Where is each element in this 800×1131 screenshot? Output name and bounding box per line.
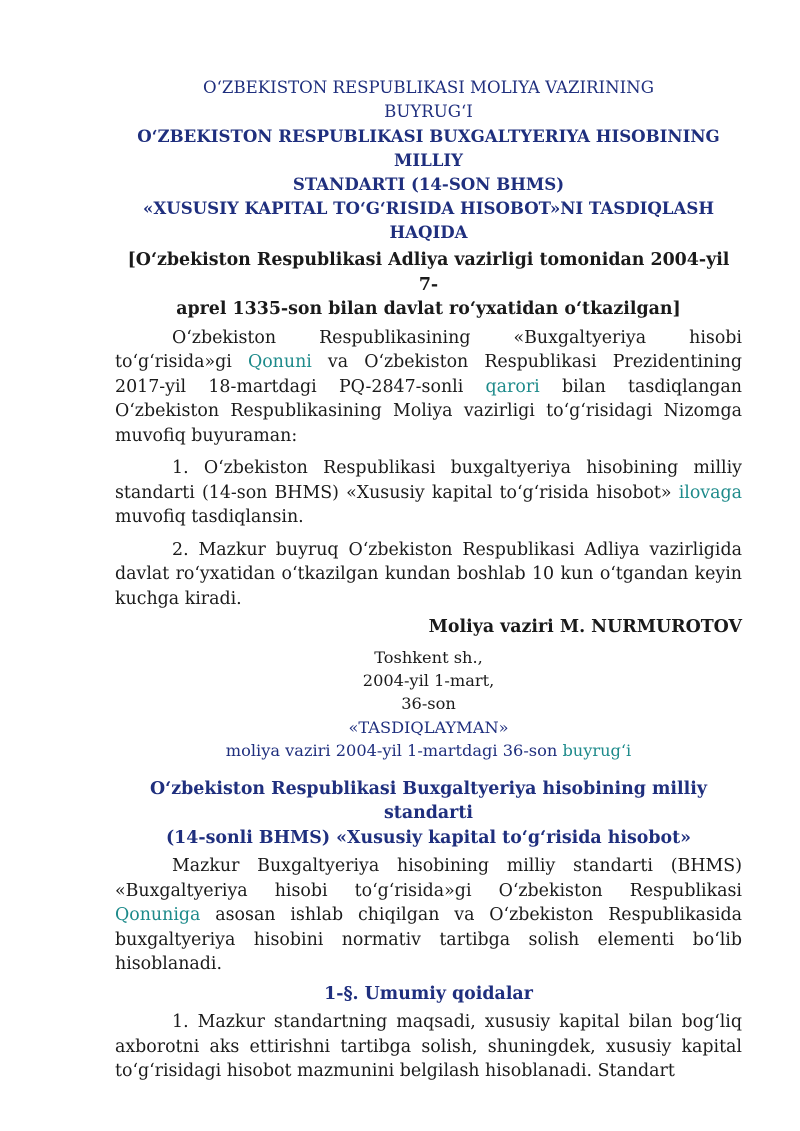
section-heading: 1-§. Umumiy qoidalar bbox=[324, 983, 533, 1004]
section-paragraph-1: 1. Mazkur standartning maqsadi, xususiy kapital bilan bog‘liq axborotni aks ettirishni tartibga solish, shuningdek, xususiy kapital to‘g‘risidagi hisobot mazmunini belgilash hisoblanadi. Standart bbox=[115, 1012, 742, 1082]
law-link[interactable]: Qonuni bbox=[247, 352, 312, 372]
appendix-link[interactable]: ilovaga bbox=[678, 482, 742, 503]
order-header-line1: O‘ZBEKISTON RESPUBLIKASI MOLIYA VAZIRINING bbox=[203, 78, 654, 97]
standard-title-line2: (14-sonli BHMS) «Xususiy kapital to‘g‘risida hisobot» bbox=[165, 827, 692, 848]
order-item-1: 1. O‘zbekiston Respublikasi buxgaltyeriya hisobining milliy standarti (14-son BHMS) «Xususiy kapital to‘g‘risida hisobot» ilovaga muvofiq tasdiqlansin. bbox=[115, 458, 742, 527]
standard-title-line1: O‘zbekiston Respublikasi Buxgaltyeriya hisobining milliy standarti bbox=[150, 778, 707, 824]
minister-signature: Moliya vaziri M. NURMUROTOV bbox=[428, 617, 742, 637]
decree-link[interactable]: qarori bbox=[485, 376, 540, 397]
preamble-paragraph: O‘zbekiston Respublikasining «Buxgaltyeriya hisobi to‘g‘risida»gi Qonuni va O‘zbekiston Respublikasi Prezidentining 2017-yil 18-martdagi PQ-2847-sonli qarori bilan tasdiqlangan O‘zbekiston Respublikasining Moliya vazirligi to‘g‘risidagi Nizomga muvofiq buyuraman: bbox=[115, 327, 743, 446]
issue-date: 2004-yil 1-mart, bbox=[362, 670, 495, 690]
registration-note-line1: [O‘zbekiston Respublikasi Adliya vazirligi tomonidan 2004-yil 7- bbox=[127, 250, 730, 295]
standard-intro-paragraph: Mazkur Buxgaltyeriya hisobining milliy standarti (BHMS) «Buxgaltyeriya hisobi to‘g‘risida»gi O‘zbekiston Respublikasi Qonuniga asosan ishlab chiqilgan va O‘zbekiston Respublikasida buxgaltyeriya hisobini normativ tartibga solish elementi bo‘lib hisoblanadi. bbox=[115, 856, 742, 975]
registration-note-line2: aprel 1335-son bilan davlat ro‘yxatidan o‘tkazilgan] bbox=[176, 299, 681, 319]
issue-place: Toshkent sh., bbox=[374, 647, 483, 667]
approval-text: moliya vaziri 2004-yil 1-martdagi 36-son buyrug‘i bbox=[225, 741, 632, 761]
approval-label: «TASDIQLAYMAN» bbox=[348, 717, 509, 737]
order-title-line1: O‘ZBEKISTON RESPUBLIKASI BUXGALTYERIYA HISOBINING MILLIY bbox=[137, 126, 720, 170]
order-link[interactable]: buyrug‘i bbox=[562, 741, 632, 761]
order-title-line2: STANDARTI (14-SON BHMS) bbox=[292, 174, 565, 194]
order-header-line2: BUYRUG‘I bbox=[384, 102, 473, 121]
registration-note bbox=[115, 248, 742, 322]
document-page bbox=[115, 76, 742, 1084]
law-reference-link[interactable]: Qonuniga bbox=[115, 905, 201, 926]
issue-number: 36-son bbox=[401, 694, 456, 714]
order-title-line4: HAQIDA bbox=[389, 222, 468, 242]
order-title-line3: «XUSUSIY KAPITAL TO‘G‘RISIDA HISOBOT»NI TASDIQLASH bbox=[142, 198, 715, 218]
order-item-2: 2. Mazkur buyruq O‘zbekiston Respublikasi Adliya vazirligida davlat ro‘yxatidan o‘tkazilgan kundan boshlab 10 kun o‘tgandan keyin kuchga kiradi. bbox=[115, 539, 742, 609]
